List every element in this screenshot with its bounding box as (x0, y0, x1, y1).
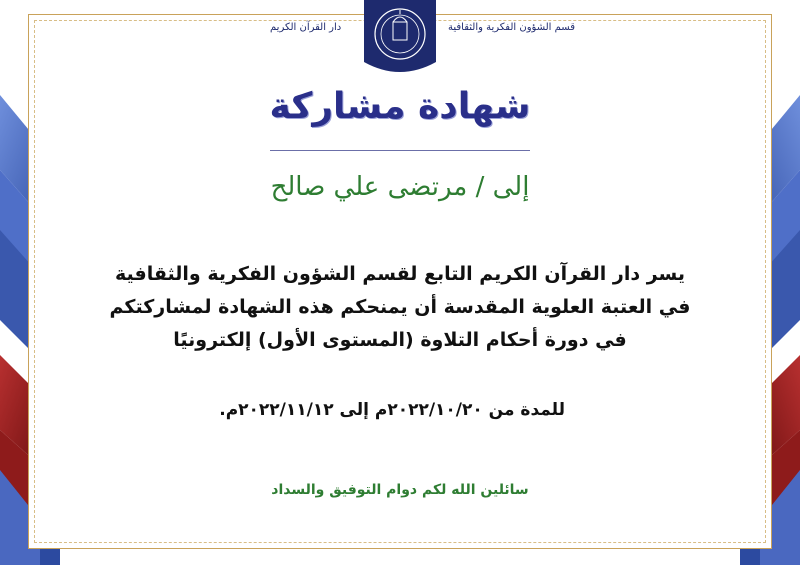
certificate-body (90, 258, 710, 357)
course-duration: للمدة من ٢٠٢٢/١٠/٢٠م إلى ٢٠٢٢/١١/١٢م. (219, 400, 565, 420)
org-name-left: دار القرآن الكريم (270, 22, 342, 33)
body-line: في العتبة العلوية المقدسة أن يمنحكم هذه الشهادة لمشاركتكم (109, 296, 691, 318)
shrine-seal-emblem (360, 0, 440, 78)
org-name-right: قسم الشؤون الفكرية والثقافية (448, 22, 575, 33)
title-underline (270, 150, 530, 151)
closing-blessing: سائلين الله لكم دوام التوفيق والسداد (271, 482, 529, 498)
certificate-title: شهادة مشاركة (269, 86, 531, 127)
body-line: في دورة أحكام التلاوة (المستوى الأول) إلكترونيًا (173, 329, 627, 351)
body-line: يسر دار القرآن الكريم التابع لقسم الشؤون الفكرية والثقافية (114, 263, 686, 285)
recipient-name: إلى / مرتضى علي صالح (270, 172, 530, 202)
